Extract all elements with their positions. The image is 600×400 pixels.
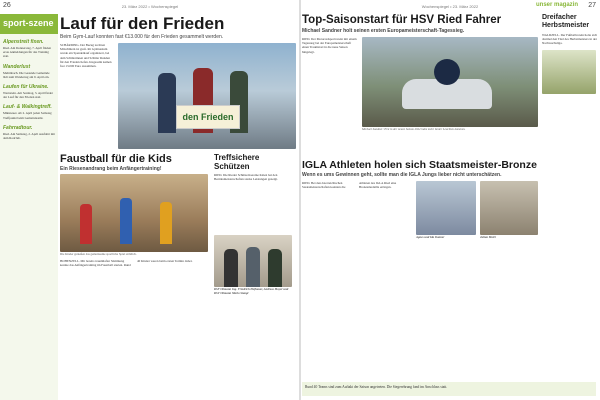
child-figure (120, 198, 132, 244)
right-page-number: 27 (588, 2, 596, 9)
sidebar-item-title: Laufen für Ukraine. (3, 84, 49, 91)
hsv-subline: Michael Sandner holt seinen ersten Europameisterschaft-Tagessieg. (302, 28, 465, 34)
right-main (302, 14, 538, 291)
schuetzen-caption: RSF Obmann Ing. Friedrich Hofbauer, Andreas Mayer und RSV Obmann Mario Stangl (214, 287, 289, 295)
person-figure (158, 73, 176, 133)
sidebar-item-text: Mehrnbach. Die Gesunde Gemeinde lädt zum Wandertag am 9. April ein. (3, 70, 50, 79)
igla-photo1-block (416, 181, 476, 291)
faustball-caption: Die Kinder genießen das gemeinsame sportliche Spiel sichtlich. (60, 252, 137, 256)
rside-text: WALDZELL. Der Fußballverein holte sich dreimal den Titel des Herbstmeisters in der Nachwuchsliga. (542, 33, 597, 46)
right-sidebar (542, 14, 598, 94)
article-text: SCHÄRDING. Der Bezug zu ihren Mitschülern ist groß. Im Gymnasium wurde ein Spendenlauf organisiert, bei dem Schülerinnen und Schüler Runden für den Frieden liefen. Insgesamt kamen fast 13.000 Euro zusammen. (60, 43, 112, 69)
rider-helmet (434, 59, 460, 85)
sidebar-item-text: Münsteuer. Ab 2. April jeden Samstag Treffpunkt beim Gemeindeamt. (3, 111, 52, 120)
article-body-row (60, 43, 296, 149)
schuetzen-text: RIED. Die Rieder Schützenvereine haben bei den Bezirksmeisterschaften starke Leistungen gezeigt. (214, 173, 278, 182)
rside-title: Dreifacher Herbstmeister (542, 14, 590, 29)
person-figure (268, 249, 282, 287)
faustball-subline: Ein Riesenandrang beim Anfängertraining! (60, 166, 162, 172)
photo-sign: den Frieden (176, 105, 240, 129)
igla-subline: Wenn es ums Gewinnen geht, sollte man die IGLA Jungs lieber nicht unterschätzen. (302, 172, 502, 178)
sidebar-item-text: Wernstein. Am Sonntag, 3. April findet der Lauf für den Frieden statt. (3, 91, 53, 100)
article-photo (118, 43, 296, 149)
right-page (300, 0, 600, 400)
left-page-number: 26 (3, 2, 11, 9)
child-figure (160, 202, 172, 244)
igla-photo (416, 181, 476, 235)
hsv-photo (362, 37, 538, 127)
sidebar-item-title: Lauf- & Walkingtreff. (3, 104, 52, 111)
sidebar-item-title: Fahrradtour. (3, 124, 33, 131)
igla-photo2-block (480, 181, 538, 291)
rside-photo (542, 50, 596, 94)
igla-caption: Agnes und Ida Danner (416, 235, 445, 239)
right-header (300, 0, 600, 14)
sidebar-item-title: Wanderlust (3, 63, 31, 70)
schuetzen-photo (214, 235, 292, 287)
sidebar-brand: sport-szene (0, 14, 58, 34)
hsv-headline: Top-Saisonstart für HSV Ried Fahrer (302, 14, 502, 26)
hsv-body-row (302, 37, 538, 155)
faustball-article (60, 153, 210, 299)
faustball-headline: Faustball für die Kids (60, 153, 172, 165)
left-header-center: 23. März 2022 • Wochenspiegel (121, 4, 179, 9)
left-main (60, 14, 296, 299)
schuetzen-article (214, 153, 294, 299)
article-subline: Beim Gym-Lauf konnten fast €13.000 für den Frieden gesammelt werden. (60, 34, 224, 40)
lower-row (60, 153, 296, 299)
person-figure (246, 247, 260, 287)
magazine-logo: unser magazin (535, 2, 578, 8)
left-sidebar (0, 14, 58, 400)
article-headline: Lauf für den Frieden (60, 14, 225, 33)
schuetzen-headline: Treffsichere Schützen (214, 153, 260, 171)
igla-body-row (302, 181, 538, 291)
igla-photo (480, 181, 538, 235)
faustball-photo (60, 174, 208, 252)
right-header-center: Wochenspiegel • 23. März 2022 (421, 4, 479, 9)
child-figure (80, 204, 92, 244)
left-header (0, 0, 300, 14)
person-figure (224, 249, 238, 287)
sidebar-item-text: Ried. Am Donnerstag, 7. April finden erste Anmeldungen für das Training statt. (3, 46, 51, 59)
footer-band: Rund 40 Teams sind zum Auftakt der Saison angetreten. Die Siegerehrung fand im Anschluss statt. (302, 382, 596, 396)
sidebar-item-title: Alpenstreit fixen. (3, 39, 44, 45)
igla-headline: IGLA Athleten holen sich Staatsmeister-Bronze (302, 159, 537, 171)
hsv-text: RIED. Der Motorradsportverein mit einem Tagessieg bei der Europameisterschaft einen Traumstart in die neue Saison hingelegt. (302, 37, 357, 54)
sidebar-item-text: Ried. Am Samstag, 2. April Ausfahrt mit dem Radclub. (3, 131, 55, 141)
faustball-text: HOHENZELL. Mit bereits traumhafter Stimmung konnte das Anfängertraining im Faustball starten. Rund 40 Kinder waren beim ersten Termin dabei. (60, 258, 193, 267)
igla-text: RIED. Bei den österreichischen Staatsmeisterschaften konnten die Athleten des IGLA Ried eine Bronzemedaille erringen. (302, 181, 397, 190)
hsv-caption: Michael Sandner: Erst in der neuen Saison 2022 habe mehr bester Leuchten kommen. (362, 127, 466, 131)
hsv-photo-block (362, 37, 538, 155)
igla-caption: Julian Mairr (480, 235, 497, 239)
